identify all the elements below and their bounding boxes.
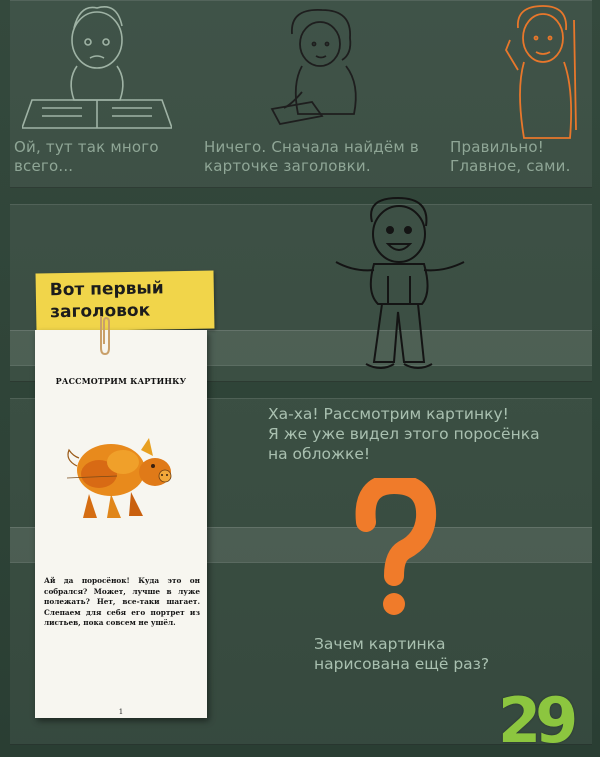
- question-mark-icon: [348, 478, 438, 618]
- boy-with-book-illustration: [22, 0, 172, 140]
- card-text: Ай да поросёнок! Куда это он собрался? Может, лучше в луже полежать? Нет, все-таки шагает. Слепаем для себя его портрет из листьев, пока совсем не ушёл.: [44, 576, 200, 627]
- heading-tag-line1: Вот первый: [49, 278, 164, 301]
- page-number: 29: [498, 684, 573, 757]
- question-speech-line1: Зачем картинка: [314, 635, 446, 653]
- boy-speech-line2: Я же уже видел этого поросёнка: [268, 425, 540, 443]
- question-speech-line2: нарисована ещё раз?: [314, 655, 490, 673]
- leaf-pig-illustration: [59, 426, 189, 526]
- boy-speech-line1: Ха-ха! Рассмотрим картинку!: [268, 405, 509, 423]
- heading-tag: [36, 270, 215, 331]
- card-title: РАССМОТРИМ КАРТИНКУ: [55, 376, 187, 386]
- text-card: [35, 330, 207, 718]
- caption-left: Ой, тут так много всего...: [14, 138, 159, 175]
- card-page-number: 1: [118, 708, 124, 716]
- laughing-boy-illustration: [326, 192, 476, 382]
- caption-middle: Ничего. Сначала найдём в карточке заголовки.: [204, 138, 419, 175]
- orange-boy-pointing-illustration: [498, 0, 588, 140]
- caption-right: Правильно! Главное, сами.: [450, 138, 571, 175]
- question-speech: [314, 634, 534, 674]
- girl-reading-illustration: [262, 4, 382, 134]
- heading-tag-line2: заголовок: [50, 300, 151, 323]
- boy-speech-line3: на обложке!: [268, 445, 371, 463]
- boy-speech: [268, 404, 588, 464]
- paperclip-icon: [97, 314, 111, 356]
